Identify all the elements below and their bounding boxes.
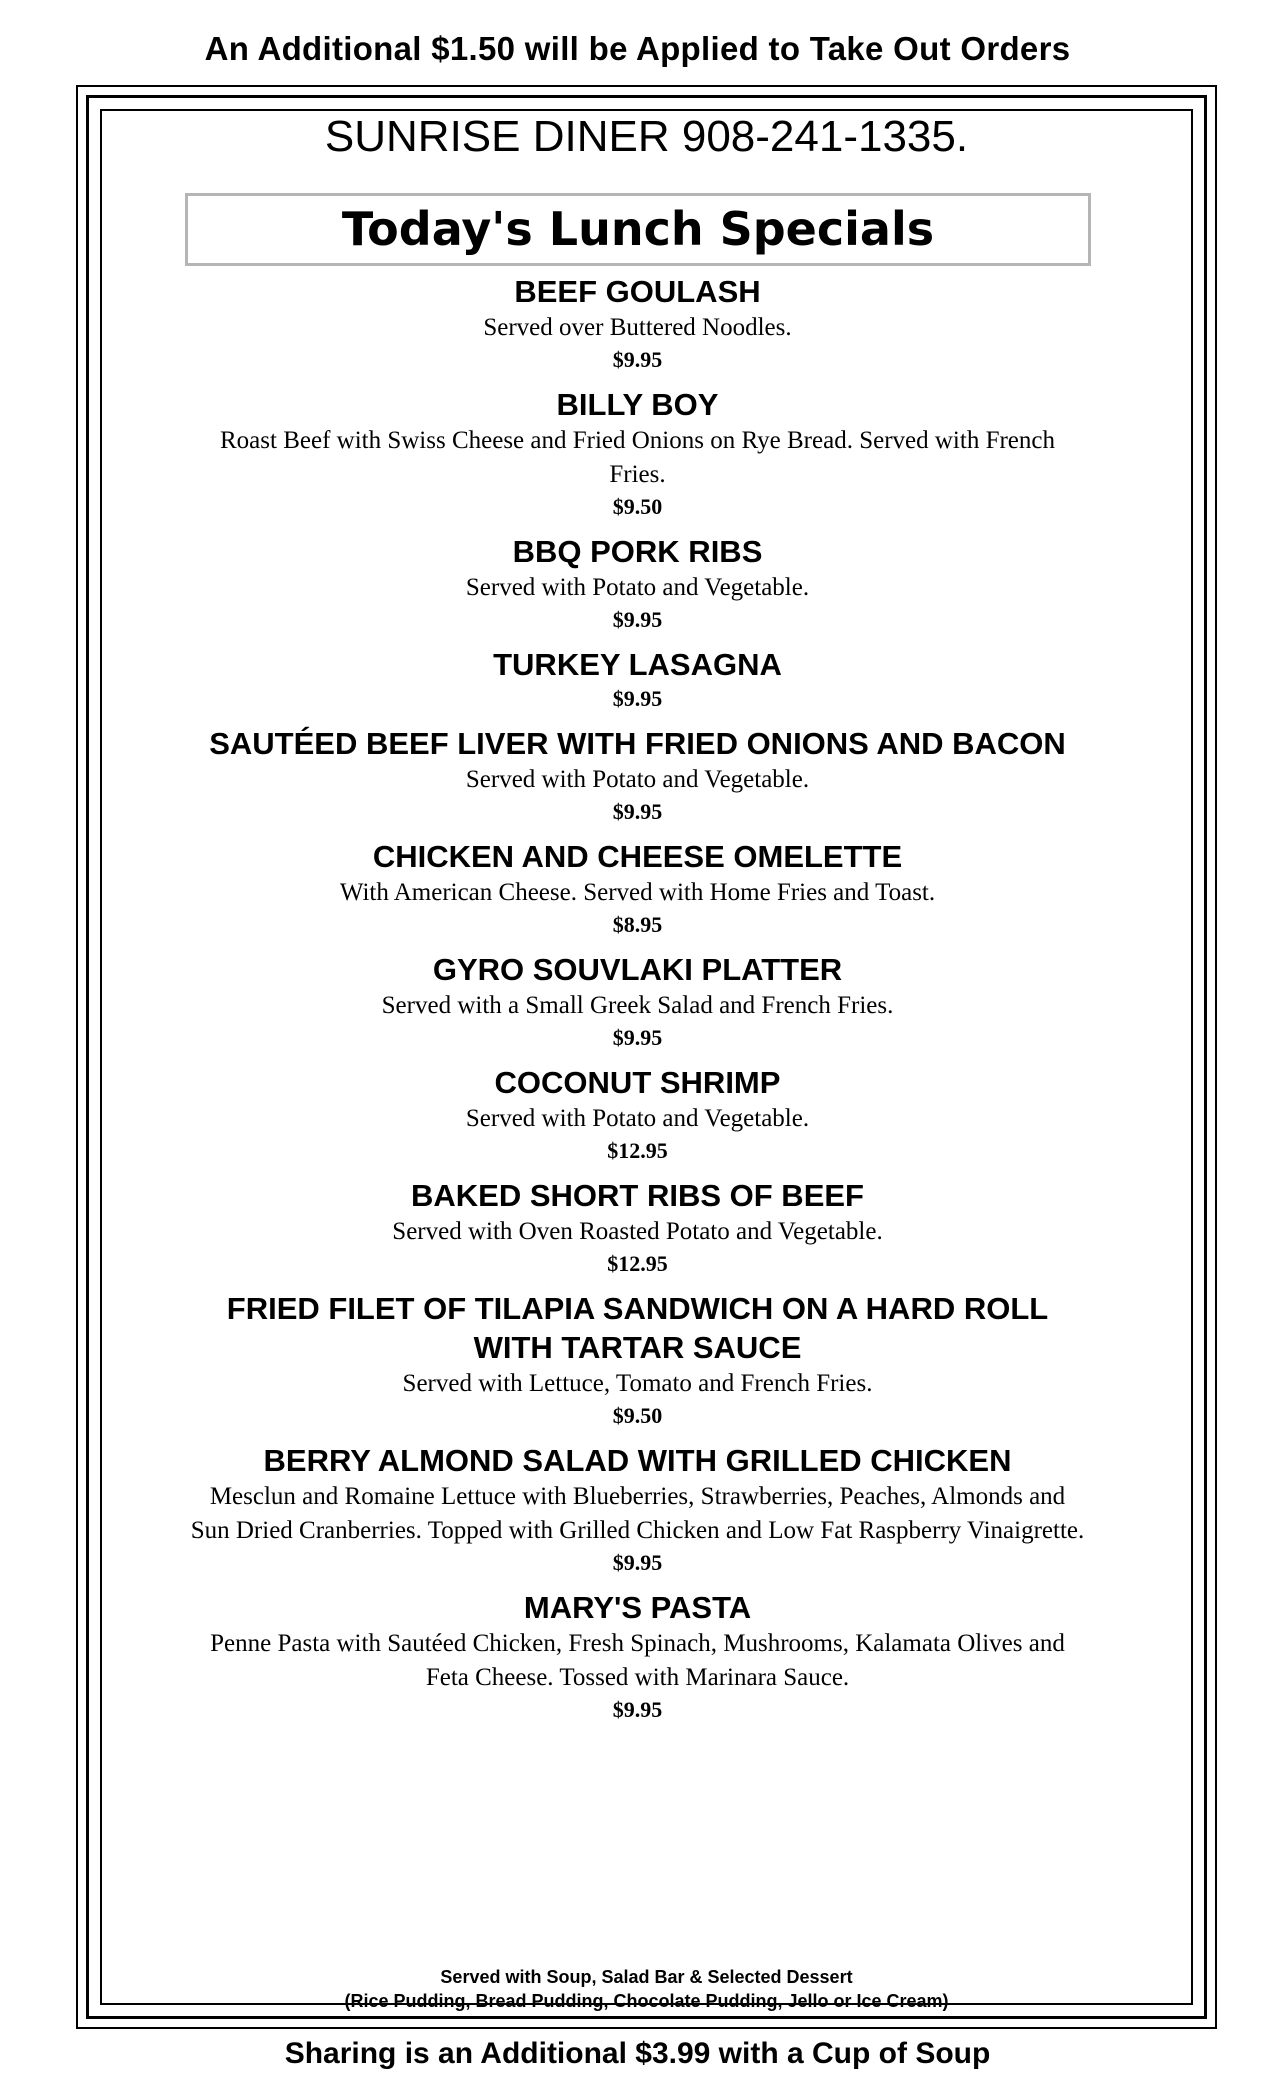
menu-item-description: Mesclun and Romaine Lettuce with Blueberries, Strawberries, Peaches, Almonds and Sun Dried Cranberries. Topped with Grilled Chicken and Low Fat Raspberry Vinaigrette. <box>190 1483 1085 1544</box>
menu-item-name: TURKEY LASAGNA <box>493 647 782 682</box>
specials-list <box>190 272 1085 1735</box>
menu-title: Today's Lunch Specials <box>185 193 1091 266</box>
menu-item-description: Served with Oven Roasted Potato and Vegetable. <box>392 1218 883 1245</box>
menu-item <box>190 1289 1085 1431</box>
menu-item-description: Roast Beef with Swiss Cheese and Fried Onions on Rye Bread. Served with French Fries. <box>220 427 1055 488</box>
menu-item <box>190 272 1085 375</box>
menu-item-description: Served with Lettuce, Tomato and French Fries. <box>402 1370 873 1397</box>
menu-item-price: $9.50 <box>612 1403 663 1428</box>
menu-item <box>190 532 1085 635</box>
menu-item-price: $9.50 <box>612 494 663 519</box>
menu-item <box>190 724 1085 827</box>
menu-item-name: BBQ PORK RIBS <box>512 534 763 569</box>
served-with-note: Served with Soup, Salad Bar & Selected Dessert <box>440 1967 853 1987</box>
menu-item-description: Served with a Small Greek Salad and French Fries. <box>381 992 894 1019</box>
menu-item-price: $8.95 <box>612 912 663 937</box>
menu-item-price: $9.95 <box>612 799 663 824</box>
menu-item-price: $9.95 <box>612 1550 663 1575</box>
menu-item-name: BERRY ALMOND SALAD WITH GRILLED CHICKEN <box>263 1443 1012 1478</box>
menu-item-name: SAUTÉED BEEF LIVER WITH FRIED ONIONS AND BACON <box>209 726 1066 761</box>
menu-item-name: MARY'S PASTA <box>523 1590 752 1625</box>
menu-item <box>190 645 1085 714</box>
menu-item <box>190 1176 1085 1279</box>
menu-item-description: Served with Potato and Vegetable. <box>465 574 810 601</box>
menu-item-price: $12.95 <box>607 1251 668 1276</box>
menu-item <box>190 1063 1085 1166</box>
menu-item-description: Served with Potato and Vegetable. <box>465 766 810 793</box>
menu-item-price: $9.95 <box>612 686 663 711</box>
menu-item-price: $12.95 <box>607 1138 668 1163</box>
menu-item <box>190 385 1085 522</box>
menu-item <box>190 1588 1085 1725</box>
menu-item-name: COCONUT SHRIMP <box>494 1065 781 1100</box>
menu-item-name: BAKED SHORT RIBS OF BEEF <box>411 1178 864 1213</box>
menu-item-description: With American Cheese. Served with Home Fries and Toast. <box>339 879 936 906</box>
restaurant-name: SUNRISE DINER 908-241-1335. <box>324 112 969 161</box>
menu-item <box>190 837 1085 940</box>
menu-item-name: BILLY BOY <box>556 387 719 422</box>
menu-item-description: Penne Pasta with Sautéed Chicken, Fresh Spinach, Mushrooms, Kalamata Olives and Feta Cheese. Tossed with Marinara Sauce. <box>210 1630 1065 1691</box>
menu-item-price: $9.95 <box>612 347 663 372</box>
menu-item-price: $9.95 <box>612 607 663 632</box>
menu-item-name: FRIED FILET OF TILAPIA SANDWICH ON A HARD ROLL WITH TARTAR SAUCE <box>226 1291 1049 1365</box>
menu-item <box>190 950 1085 1053</box>
menu-item-name: BEEF GOULASH <box>514 274 761 309</box>
menu-item-price: $9.95 <box>612 1025 663 1050</box>
takeout-notice: An Additional $1.50 will be Applied to Take Out Orders <box>204 30 1071 67</box>
menu-item-description: Served over Buttered Noodles. <box>483 314 792 341</box>
menu-item-name: CHICKEN AND CHEESE OMELETTE <box>372 839 903 874</box>
dessert-options-note: (Rice Pudding, Bread Pudding, Chocolate Pudding, Jello or Ice Cream) <box>344 1991 949 2011</box>
menu-item <box>190 1441 1085 1578</box>
sharing-notice: Sharing is an Additional $3.99 with a Cup of Soup <box>284 2037 991 2070</box>
menu-item-name: GYRO SOUVLAKI PLATTER <box>432 952 843 987</box>
menu-item-description: Served with Potato and Vegetable. <box>465 1105 810 1132</box>
menu-item-price: $9.95 <box>612 1697 663 1722</box>
